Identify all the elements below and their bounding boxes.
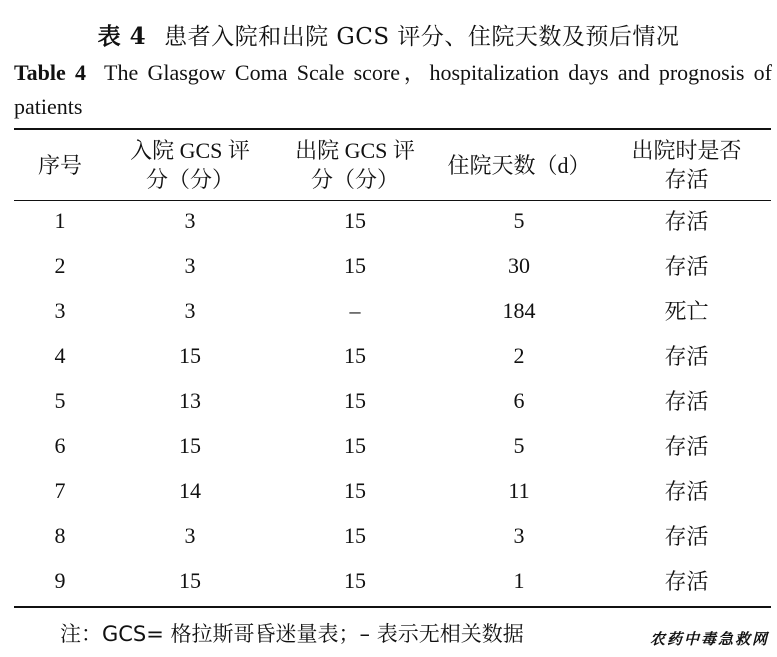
- table-cell: 15: [344, 477, 366, 503]
- table-cell: 3: [184, 522, 196, 548]
- table-row: [14, 198, 771, 243]
- table-row: [14, 468, 771, 513]
- table-cell: 11: [508, 477, 530, 503]
- table-cell: 14: [179, 477, 201, 503]
- table-cell: 5: [513, 207, 525, 233]
- caption-cn-text: 患者入院和出院 GCS 评分、住院天数及预后情况: [164, 24, 680, 50]
- table-row: [14, 243, 771, 288]
- table-header-row: [14, 132, 771, 198]
- table-row: [14, 558, 771, 603]
- header-line: 存活: [664, 167, 709, 192]
- table-row: [14, 378, 771, 423]
- header-line: 分（分）: [310, 167, 399, 192]
- table-cell: 15: [344, 567, 366, 593]
- header-cell-5: [602, 132, 771, 198]
- table-cell: 5: [54, 387, 66, 413]
- table-cell: 15: [344, 207, 366, 233]
- table-cell: 死亡: [664, 299, 709, 324]
- table-cell: 存活: [664, 479, 709, 504]
- header-line: 住院天数（d）: [447, 152, 591, 178]
- table-cell: 15: [344, 252, 366, 278]
- header-line: 分（分）: [145, 167, 234, 192]
- table-cell: 15: [344, 522, 366, 548]
- table-cell: 15: [179, 567, 201, 593]
- table-cell: 7: [54, 477, 66, 503]
- header-line: 入院 GCS 评: [130, 138, 250, 163]
- table-cell: 存活: [664, 389, 709, 414]
- table-cell: 1: [513, 567, 525, 593]
- table-cell: 1: [54, 207, 66, 233]
- table-bottom-rule: [14, 606, 771, 608]
- table-cell: 存活: [664, 254, 709, 279]
- table-cell: 15: [344, 387, 366, 413]
- table-row: [14, 333, 771, 378]
- caption-cn: [0, 18, 777, 51]
- header-line: 出院时是否: [631, 138, 742, 163]
- table-cell: 5: [513, 432, 525, 458]
- header-cell-2: [106, 132, 274, 198]
- table-top-rule: [14, 128, 771, 130]
- table-cell: 存活: [664, 344, 709, 369]
- table-cell: 15: [179, 342, 201, 368]
- watermark: 农药中毒急救网: [649, 630, 769, 648]
- table-cell: 4: [54, 342, 66, 368]
- table-cell: 2: [54, 252, 66, 278]
- table-cell: 2: [513, 342, 525, 368]
- table-cell: 13: [179, 387, 201, 413]
- table-note: 注：GCS= 格拉斯哥昏迷量表；– 表示无相关数据: [60, 622, 524, 646]
- table-cell: 存活: [664, 524, 709, 549]
- header-line: 出院 GCS 评: [295, 138, 415, 163]
- table-cell: 3: [184, 252, 196, 278]
- table-cell: 3: [54, 297, 66, 323]
- caption-en-text: The Glasgow Coma Scale score，hospitalization days and prognosis of patients: [14, 60, 772, 119]
- table-body: [14, 198, 771, 603]
- caption-en: [14, 56, 772, 124]
- header-line: 序号: [37, 152, 82, 178]
- table-cell: 15: [179, 432, 201, 458]
- table-cell: 存活: [664, 434, 709, 459]
- table-cell: 3: [184, 297, 196, 323]
- table-cell: 存活: [664, 569, 709, 594]
- table-cell: 15: [344, 432, 366, 458]
- table-row: [14, 513, 771, 558]
- header-cell-4: [436, 132, 602, 198]
- table-cell: 184: [502, 297, 536, 323]
- header-cell-3: [274, 132, 436, 198]
- table-cell: 存活: [664, 209, 709, 234]
- table-cell: 3: [513, 522, 525, 548]
- header-cell-1: [14, 132, 106, 198]
- table-cell: 9: [54, 567, 66, 593]
- table-cell: –: [349, 297, 361, 323]
- table-row: [14, 288, 771, 333]
- table-cell: 3: [184, 207, 196, 233]
- table-cell: 6: [54, 432, 66, 458]
- table-cell: 8: [54, 522, 66, 548]
- table-cell: 30: [508, 252, 530, 278]
- table-cell: 15: [344, 342, 366, 368]
- table-row: [14, 423, 771, 468]
- caption-cn-label: 表 4: [97, 23, 147, 50]
- caption-en-label: Table 4: [14, 60, 87, 85]
- data-table: [14, 132, 771, 603]
- table-cell: 6: [513, 387, 525, 413]
